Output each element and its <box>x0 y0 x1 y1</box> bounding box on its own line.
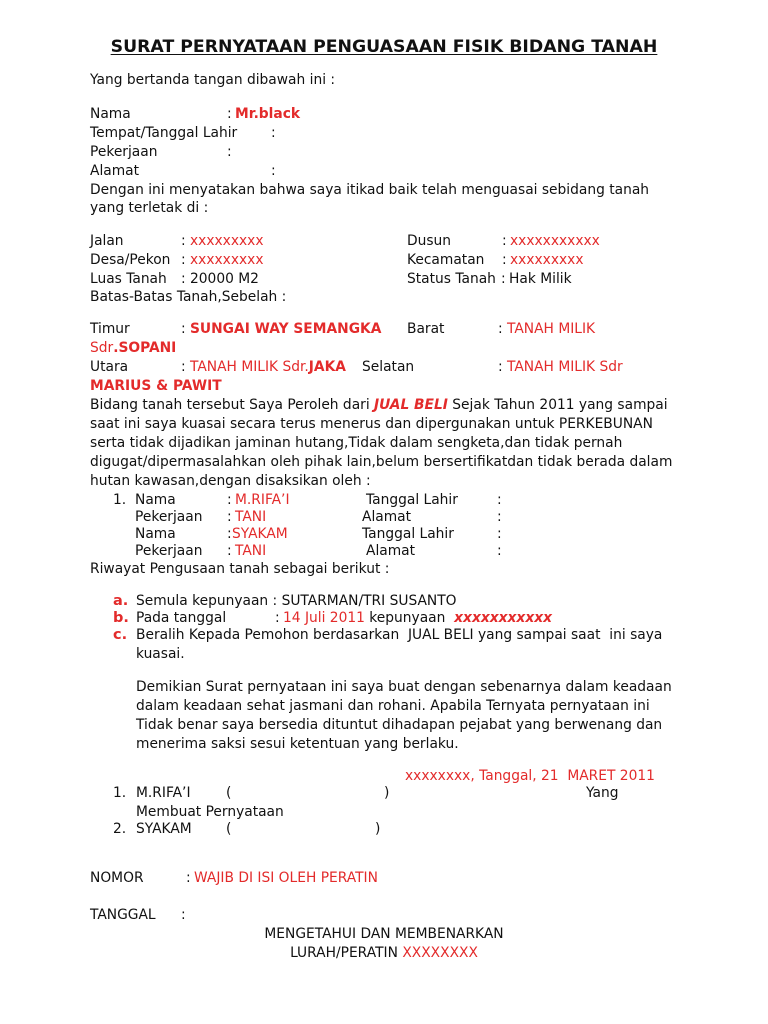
statement-line <box>0 199 768 217</box>
area-value: 20000 M2 <box>190 271 259 287</box>
history-owner: xxxxxxxxxxx <box>454 610 553 626</box>
colon-separator: : <box>227 106 232 122</box>
history-item-text: kuasai. <box>136 646 185 662</box>
colon-separator: : <box>502 252 507 268</box>
document-title: SURAT PERNYATAAN PENGUASAAN FISIK BIDANG TANAH <box>110 37 658 57</box>
colon-separator: : <box>227 526 232 542</box>
declarant-name-row <box>0 105 768 123</box>
colon-separator: : <box>498 359 503 375</box>
acquisition-text: serta tidak dijadikan jaminan hutang,Tidak dalam sengketa,dan tidak pernah <box>90 435 623 451</box>
statement-line <box>0 181 768 199</box>
west-owner-title: Sdr <box>90 340 114 356</box>
boundary-west-continuation <box>0 339 768 357</box>
list-marker: b. <box>113 610 129 626</box>
acquisition-line <box>0 472 768 490</box>
signer-number: 2. <box>113 821 127 837</box>
west-value-continuation <box>90 339 176 357</box>
witness-value: TANI <box>235 543 267 559</box>
place-date: xxxxxxxx, Tanggal, 21 MARET 2011 <box>405 768 655 784</box>
official-line <box>0 944 768 962</box>
village-value: xxxxxxxxx <box>190 252 264 268</box>
east-value: SUNGAI WAY SEMANGKA <box>190 321 382 337</box>
witness-row <box>0 542 768 560</box>
maker-line <box>0 803 768 821</box>
declarant-job-row <box>0 143 768 161</box>
colon-separator: : <box>186 870 191 886</box>
north-label: Utara <box>90 359 129 375</box>
closing-line <box>0 678 768 696</box>
acquisition-text: Sejak Tahun 2011 yang sampai <box>447 397 668 413</box>
witness-row <box>0 508 768 526</box>
acquisition-line <box>0 396 768 414</box>
south-label: Selatan <box>362 359 415 375</box>
boundaries-heading: Batas-Batas Tanah,Sebelah : <box>90 289 287 305</box>
list-marker: a. <box>113 593 129 609</box>
acquisition-first-line <box>90 396 668 414</box>
west-label: Barat <box>407 321 445 337</box>
colon-separator: : <box>502 233 507 249</box>
acquisition-text: digugat/dipermasalahkan oleh pihak lain,belum bersertifikatdan tidak berada dalam <box>90 454 673 470</box>
signer-name: SYAKAM <box>136 821 192 837</box>
north-owner-title: TANAH MILIK Sdr. <box>190 359 309 375</box>
boundary-row-east-west <box>0 320 768 338</box>
history-item-a <box>0 592 768 610</box>
intro-text: Yang bertanda tangan dibawah ini : <box>90 72 336 88</box>
witness-label: Pekerjaan <box>135 543 203 559</box>
colon-separator: : <box>181 907 186 923</box>
declarant-address-row <box>0 162 768 180</box>
closing-text: Tidak benar saya bersedia dituntut dihadapan pejabat yang berwenang dan <box>136 717 663 733</box>
colon-separator: : <box>181 271 186 287</box>
location-row-village <box>0 251 768 269</box>
witness-label: Pekerjaan <box>135 509 203 525</box>
colon-separator: : <box>227 144 232 160</box>
signer-name: M.RIFA’I <box>136 785 191 801</box>
history-item-c-continuation <box>0 645 768 663</box>
west-value: TANAH MILIK <box>507 321 596 337</box>
acquisition-text: saat ini saya kuasai secara terus menerus dan dipergunakan untuk PERKEBUNAN <box>90 416 653 432</box>
colon-separator: : <box>227 492 232 508</box>
north-owner-name: JAKA <box>308 359 346 375</box>
north-value <box>190 358 346 376</box>
declarant-birth-label: Tempat/Tanggal Lahir <box>90 125 238 141</box>
history-item-b <box>0 609 768 627</box>
history-heading: Riwayat Pengusaan tanah sebagai berikut : <box>90 561 390 577</box>
colon-separator: : <box>227 509 232 525</box>
status-label: Status Tanah <box>407 271 496 287</box>
colon-separator: : <box>227 543 232 559</box>
witness-label: Nama <box>135 526 176 542</box>
intro-line <box>0 71 768 89</box>
closing-line <box>0 716 768 734</box>
date-label: TANGGAL <box>90 907 156 923</box>
area-label: Luas Tanah <box>90 271 167 287</box>
colon-separator: : <box>271 163 276 179</box>
acquisition-line <box>0 453 768 471</box>
boundary-row-north-south <box>0 358 768 376</box>
acquisition-line <box>0 415 768 433</box>
location-row-area <box>0 270 768 288</box>
history-item-text: Beralih Kepada Pemohon berdasarkan JUAL BELI yang sampai saat ini saya <box>136 627 663 643</box>
footer-number-row <box>0 869 768 887</box>
history-item-text: Semula kepunyaan : SUTARMAN/TRI SUSANTO <box>136 593 457 609</box>
history-item-label: Pada tanggal <box>136 610 227 626</box>
closing-line <box>0 697 768 715</box>
street-value: xxxxxxxxx <box>190 233 264 249</box>
colon-separator: : <box>181 321 186 337</box>
signer-row <box>0 784 768 802</box>
status-value: Hak Milik <box>509 271 572 287</box>
statement-text: Dengan ini menyatakan bahwa saya itikad baik telah menguasai sebidang tanah <box>90 182 650 198</box>
closing-text: dalam keadaan sehat jasmani dan rohani. Apabila Ternyata pernyataan ini <box>136 698 650 714</box>
signature-paren-open: ( <box>226 785 232 801</box>
boundaries-heading-line <box>0 288 768 306</box>
signer-number: 1. <box>113 785 127 801</box>
official-name: XXXXXXXX <box>402 945 478 961</box>
signature-paren-open: ( <box>226 821 232 837</box>
witness-value: M.RIFA’I <box>235 492 290 508</box>
acquisition-method: JUAL BELI <box>374 397 448 413</box>
location-row-street <box>0 232 768 250</box>
witness-value: TANI <box>235 509 267 525</box>
hamlet-value: xxxxxxxxxxx <box>510 233 600 249</box>
witness-row <box>0 525 768 543</box>
witness-right-label: Tanggal Lahir <box>362 526 454 542</box>
west-owner-name: .SOPANI <box>113 340 177 356</box>
street-label: Jalan <box>90 233 124 249</box>
footer-date-row <box>0 906 768 924</box>
witness-row <box>0 491 768 509</box>
signature-paren-close: ) <box>384 785 390 801</box>
declarant-name-value: Mr.black <box>235 106 301 122</box>
closing-line <box>0 735 768 753</box>
acquisition-text: hutan kawasan,dengan disaksikan oleh : <box>90 473 371 489</box>
acquisition-text: Bidang tanah tersebut Saya Peroleh dari <box>90 397 375 413</box>
colon-separator: : <box>497 509 502 525</box>
acquisition-line <box>0 434 768 452</box>
district-value: xxxxxxxxx <box>510 252 584 268</box>
colon-separator: : <box>271 125 276 141</box>
number-value: WAJIB DI ISI OLEH PERATIN <box>194 870 378 886</box>
declarant-birth-row <box>0 124 768 142</box>
colon-separator: : <box>498 321 503 337</box>
colon-separator: : <box>181 233 186 249</box>
colon-separator: : <box>181 359 186 375</box>
colon-separator: : <box>497 492 502 508</box>
declarant-name-label: Nama <box>90 106 131 122</box>
village-label: Desa/Pekon <box>90 252 171 268</box>
boundary-south-continuation <box>0 377 768 395</box>
colon-separator: : <box>497 526 502 542</box>
south-owner-name: MARIUS & PAWIT <box>90 378 222 394</box>
east-label: Timur <box>90 321 130 337</box>
history-heading-line <box>0 560 768 578</box>
colon-separator: : <box>181 252 186 268</box>
number-label: NOMOR <box>90 870 144 886</box>
acknowledgement-line <box>0 925 768 943</box>
history-item-c <box>0 626 768 644</box>
closing-text: Demikian Surat pernyataan ini saya buat dengan sebenarnya dalam keadaan <box>136 679 672 695</box>
signer-row <box>0 820 768 838</box>
place-date-line <box>0 767 768 785</box>
south-value: TANAH MILIK Sdr <box>507 359 623 375</box>
history-item-text: kepunyaan <box>364 610 455 626</box>
signer-trailing-text: Yang <box>586 785 619 801</box>
maker-text: Membuat Pernyataan <box>136 804 284 820</box>
hamlet-label: Dusun <box>407 233 452 249</box>
closing-text: menerima saksi sesui ketentuan yang berlaku. <box>136 736 459 752</box>
witness-right-label: Tanggal Lahir <box>366 492 458 508</box>
official-title: LURAH/PERATIN <box>290 945 398 961</box>
history-item-detail <box>283 609 552 627</box>
witness-value: SYAKAM <box>232 526 288 542</box>
colon-separator: : <box>501 271 506 287</box>
colon-separator: : <box>275 610 280 626</box>
list-marker: c. <box>113 627 128 643</box>
witness-number: 1. <box>113 492 127 508</box>
signature-paren-close: ) <box>375 821 381 837</box>
witness-right-label: Alamat <box>362 509 412 525</box>
declarant-address-label: Alamat <box>90 163 140 179</box>
acknowledgement-text: MENGETAHUI DAN MEMBENARKAN <box>264 926 504 942</box>
statement-text: yang terletak di : <box>90 200 209 216</box>
colon-separator: : <box>497 543 502 559</box>
declarant-job-label: Pekerjaan <box>90 144 158 160</box>
witness-right-label: Alamat <box>366 543 416 559</box>
history-date: 14 Juli 2011 <box>283 610 365 626</box>
witness-label: Nama <box>135 492 176 508</box>
district-label: Kecamatan <box>407 252 485 268</box>
